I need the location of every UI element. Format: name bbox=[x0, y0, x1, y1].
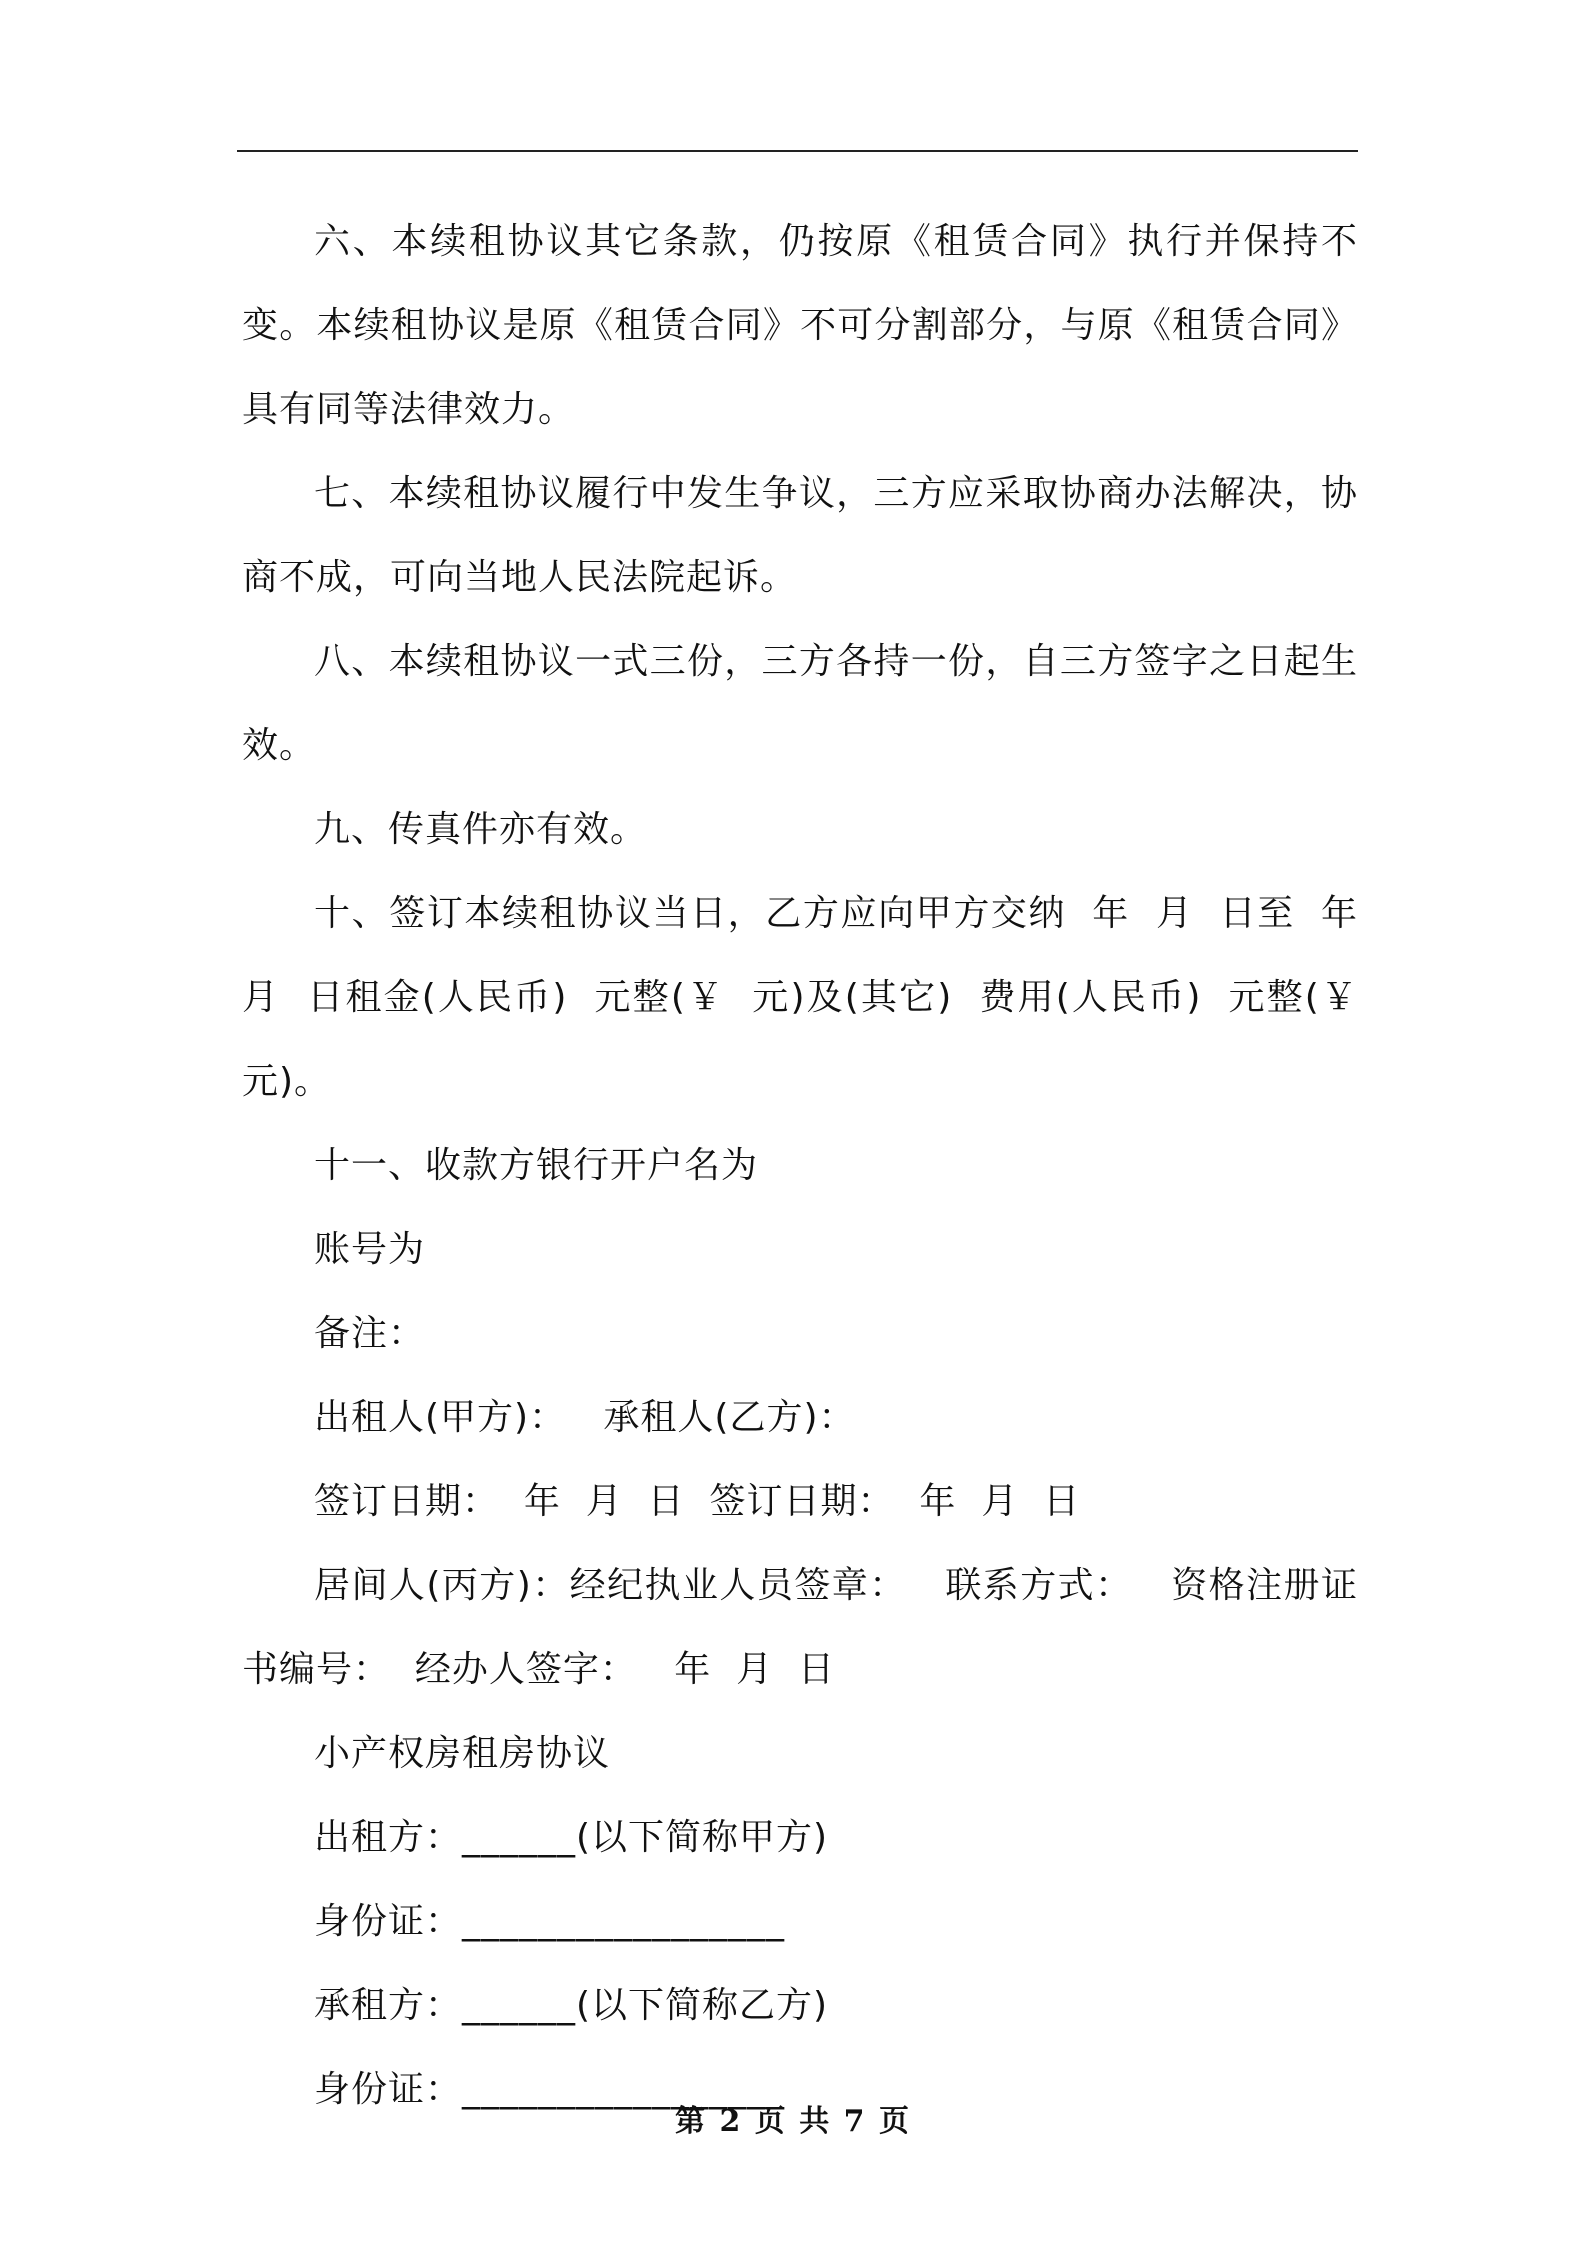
lessee-id-field: 身份证：_________________ bbox=[314, 2069, 786, 2110]
second-agreement-title: 小产权房租房协议 bbox=[314, 1733, 611, 1774]
account-number-line: 账号为 bbox=[314, 1229, 426, 1270]
clause-10: 十、签订本续租协议当日，乙方应向甲方交纳 年 月 日至 年 月 日租金(人民币) 元整(￥ 元)及(其它) 费用(人民币) 元整(￥ 元)。 bbox=[242, 893, 1383, 1102]
lessor-lessee-signature-line: 出租人(甲方)： 承租人(乙方)： bbox=[314, 1397, 856, 1438]
clause-8: 八、本续租协议一式三份，三方各持一份，自三方签字之日起生效。 bbox=[242, 641, 1358, 766]
lessee-field: 承租方：______(以下简称乙方) bbox=[314, 1985, 829, 2026]
clause-9: 九、传真件亦有效。 bbox=[314, 809, 648, 850]
page-number: 第 2 页 共 7 页 bbox=[675, 2104, 911, 2139]
lessor-id-field: 身份证：_________________ bbox=[314, 1901, 786, 1942]
intermediary-line: 居间人(丙方)：经纪执业人员签章： 联系方式： 资格注册证书编号： 经办人签字： 年 月 日 bbox=[242, 1565, 1358, 1690]
document-body bbox=[242, 200, 1383, 2132]
remarks-line: 备注： bbox=[314, 1313, 426, 1354]
lessor-field: 出租方：______(以下简称甲方) bbox=[314, 1817, 829, 1858]
clause-11: 十一、收款方银行开户名为 bbox=[314, 1145, 759, 1186]
clause-6: 六、本续租协议其它条款，仍按原《租赁合同》执行并保持不变。本续租协议是原《租赁合同》不可分割部分，与原《租赁合同》具有同等法律效力。 bbox=[242, 221, 1358, 430]
clause-7: 七、本续租协议履行中发生争议，三方应采取协商办法解决，协商不成，可向当地人民法院起诉。 bbox=[242, 473, 1358, 598]
header-rule bbox=[237, 150, 1358, 152]
signing-date-line: 签订日期： 年 月 日 签订日期： 年 月 日 bbox=[314, 1481, 1081, 1522]
